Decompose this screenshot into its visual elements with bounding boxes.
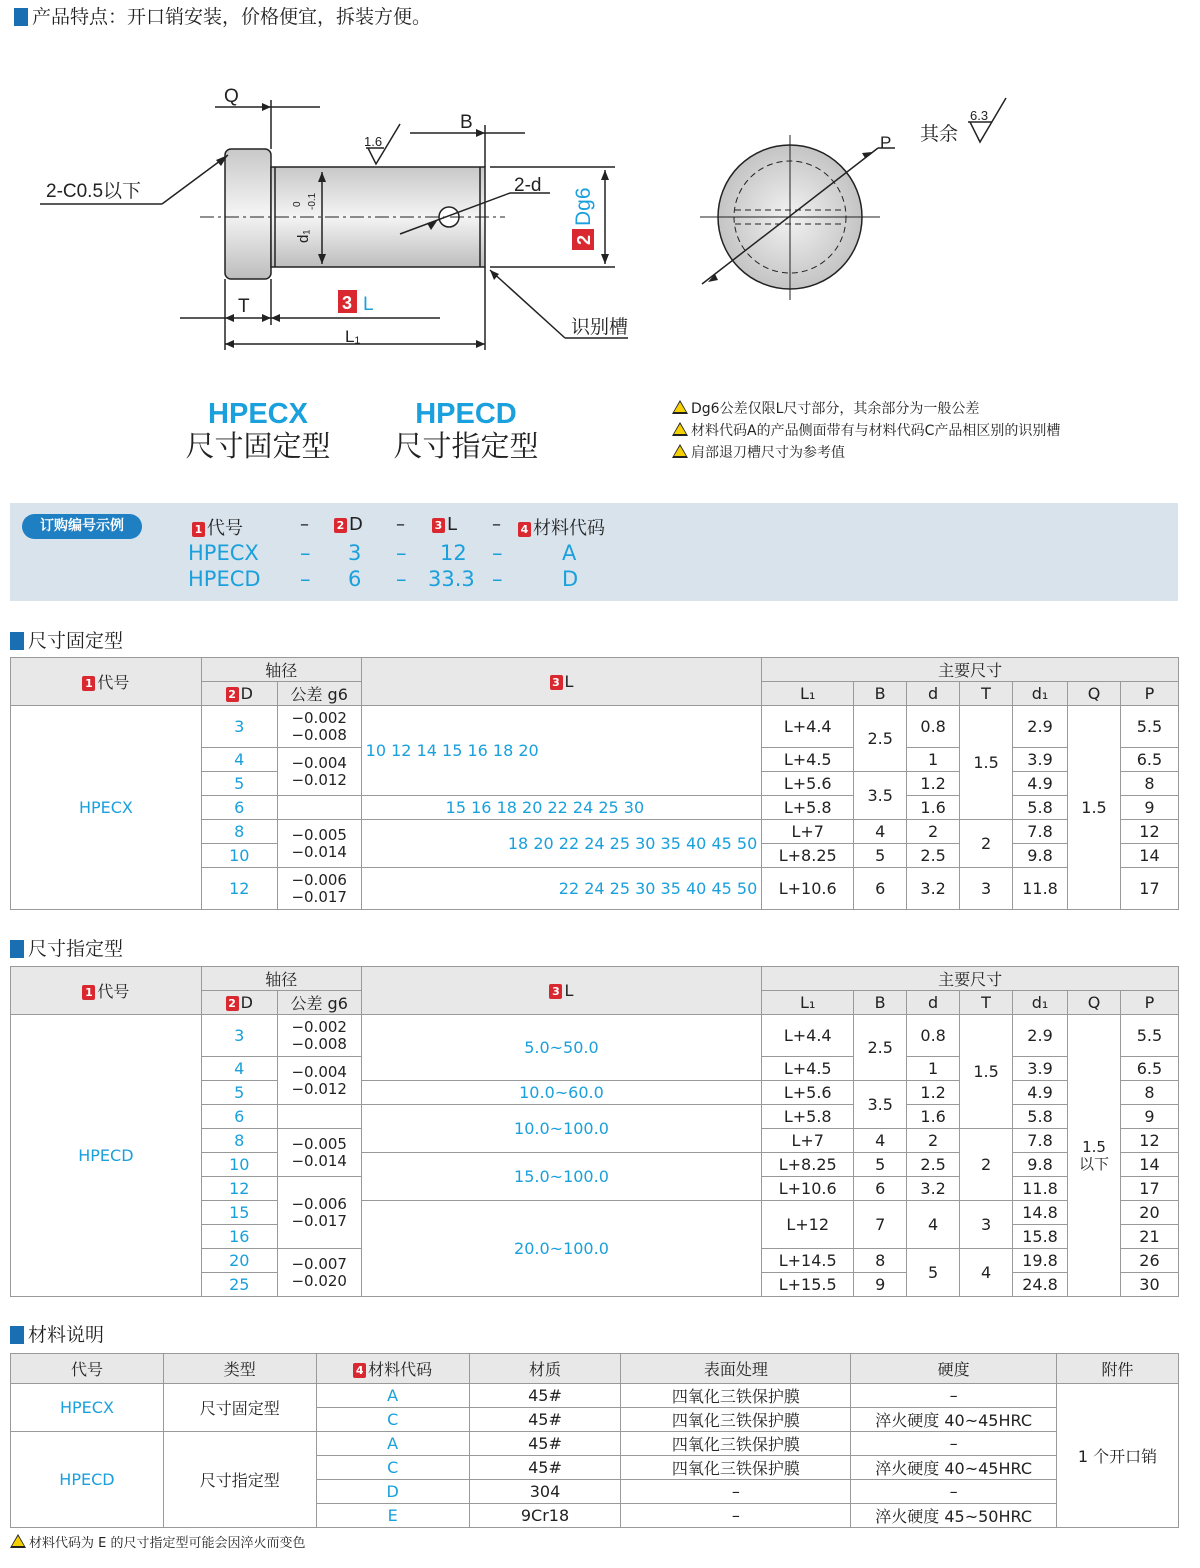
features-text: 产品特点：开口销安装，价格便宜，拆装方便。 [32, 6, 432, 28]
fixed-b-cell: 5 [854, 844, 907, 868]
note-3 [672, 442, 1060, 464]
spec-h-l1: L₁ [762, 991, 854, 1015]
spec-p-cell: 9 [1120, 1105, 1178, 1129]
fixed-tol-cell: −0.006 −0.017 [277, 868, 361, 910]
material-hardness-cell: 淬火硬度 45~50HRC [851, 1504, 1057, 1528]
order-header-code-text: 代号 [207, 518, 243, 539]
spec-b-cell: 4 [854, 1129, 907, 1153]
fixed-d-cell: 8 [201, 820, 277, 844]
material-type-cell: 尺寸指定型 [163, 1432, 316, 1528]
spec-b-cell: 3.5 [854, 1081, 907, 1129]
spec-dd-cell: 2 [907, 1129, 960, 1153]
warning-icon [672, 400, 688, 414]
order-dash: – [492, 541, 503, 565]
fixed-l-cell: 10 12 14 15 16 18 20 [361, 706, 762, 796]
fixed-dd-cell: 2 [907, 820, 960, 844]
spec-d-cell: 25 [201, 1273, 277, 1297]
material-accessory-cell: 1 个开口销 [1057, 1384, 1179, 1528]
order-dash: – [300, 567, 311, 591]
order-header-l-text: L [447, 514, 458, 535]
fixed-h-code [11, 658, 202, 706]
spec-l-cell: 5.0~50.0 [361, 1015, 762, 1081]
type-spec [386, 398, 546, 462]
order-row2-material: D [562, 567, 579, 591]
tolerance-neg: -0.1 [307, 192, 318, 210]
spec-d1-cell: 15.8 [1013, 1225, 1068, 1249]
square-bullet-icon [10, 940, 24, 958]
fixed-tol-cell: −0.005 −0.014 [277, 820, 361, 868]
spec-dd-cell: 1.6 [907, 1105, 960, 1129]
spec-tol-cell: −0.006 −0.017 [277, 1177, 361, 1249]
fixed-dd-cell: 1.6 [907, 796, 960, 820]
dim-dg6-label: Dg6 [572, 187, 595, 226]
fixed-table [10, 657, 1179, 910]
material-h-code: 代号 [11, 1354, 164, 1384]
material-surface-cell: – [621, 1480, 851, 1504]
note-3-text: 肩部退刀槽尺寸为参考值 [691, 445, 845, 461]
fixed-d1-cell: 9.8 [1013, 844, 1068, 868]
fixed-h-b: B [854, 682, 907, 706]
badge-3: 3 [549, 984, 562, 999]
spec-h-b: B [854, 991, 907, 1015]
order-header-material [518, 514, 605, 540]
material-section-title [10, 1320, 104, 1347]
fixed-h-t: T [960, 682, 1013, 706]
spec-d1-cell: 24.8 [1013, 1273, 1068, 1297]
fixed-tol-cell: −0.002 −0.008 [277, 706, 361, 748]
fixed-d-cell: 3 [201, 706, 277, 748]
spec-dd-cell: 1.2 [907, 1081, 960, 1105]
note-2 [672, 420, 1060, 442]
spec-l1-cell: L+5.6 [762, 1081, 854, 1105]
spec-l1-cell: L+15.5 [762, 1273, 854, 1297]
spec-h-dd: d [907, 991, 960, 1015]
fixed-l1-cell: L+10.6 [762, 868, 854, 910]
material-h-type: 类型 [163, 1354, 316, 1384]
spec-l1-cell: L+4.4 [762, 1015, 854, 1057]
roughness-6-3: 6.3 [970, 108, 989, 123]
tolerance-zero: 0 [292, 201, 303, 207]
material-material-cell: 45# [469, 1432, 621, 1456]
spec-h-d [201, 991, 277, 1015]
fixed-p-cell: 17 [1120, 868, 1178, 910]
order-header-material-text: 材料代码 [533, 518, 605, 539]
material-material-cell: 45# [469, 1384, 621, 1408]
spec-l1-cell: L+12 [762, 1201, 854, 1249]
spec-tol-cell: −0.002 −0.008 [277, 1015, 361, 1057]
spec-l1-cell: L+7 [762, 1129, 854, 1153]
fixed-h-d [201, 682, 277, 706]
fixed-h-tol: 公差 g6 [277, 682, 361, 706]
hole-label: 2-d [514, 175, 542, 196]
order-dash: – [492, 567, 503, 591]
spec-d-cell: 3 [201, 1015, 277, 1057]
order-header-d-text: D [349, 514, 363, 535]
spec-p-cell: 17 [1120, 1177, 1178, 1201]
spec-l-cell: 20.0~100.0 [361, 1201, 762, 1297]
dim-q-label: Q [224, 86, 239, 107]
material-mcode-cell: D [316, 1480, 469, 1504]
groove-label: 识别槽 [571, 317, 629, 338]
spec-l1-cell: L+4.5 [762, 1057, 854, 1081]
order-dash: – [300, 514, 309, 535]
order-row2-code: HPECD [188, 567, 261, 591]
fixed-l-cell: 15 16 18 20 22 24 25 30 [361, 796, 762, 820]
material-hardness-cell: – [851, 1480, 1057, 1504]
fixed-p-cell: 8 [1120, 772, 1178, 796]
material-surface-cell: 四氧化三铁保护膜 [621, 1384, 851, 1408]
material-h-material: 材质 [469, 1354, 621, 1384]
spec-section-title [10, 934, 123, 961]
note-1-text: Dg6公差仅限L尺寸部分，其余部分为一般公差 [691, 401, 980, 417]
fixed-l1-cell: L+5.8 [762, 796, 854, 820]
material-material-cell: 304 [469, 1480, 621, 1504]
pin-head [225, 149, 271, 279]
fixed-h-dd: d [907, 682, 960, 706]
spec-table [10, 966, 1179, 1297]
spec-h-d1: d₁ [1013, 991, 1068, 1015]
warning-icon [672, 422, 688, 436]
square-bullet-icon [10, 1326, 24, 1344]
material-footnote-text: 材料代码为 E 的尺寸指定型可能会因淬火而变色 [29, 1536, 306, 1551]
spec-h-code [11, 967, 202, 1015]
spec-t-cell: 1.5 [960, 1015, 1013, 1129]
material-material-cell: 9Cr18 [469, 1504, 621, 1528]
material-mcode-cell: E [316, 1504, 469, 1528]
material-surface-cell: 四氧化三铁保护膜 [621, 1408, 851, 1432]
fixed-p-cell: 5.5 [1120, 706, 1178, 748]
material-mcode-cell: A [316, 1384, 469, 1408]
spec-d-cell: 6 [201, 1105, 277, 1129]
square-bullet-icon [14, 8, 28, 26]
badge-4: 4 [353, 1363, 366, 1378]
fixed-h-l [361, 658, 762, 706]
fixed-d-cell: 4 [201, 748, 277, 772]
fixed-d1-cell: 7.8 [1013, 820, 1068, 844]
spec-l-cell: 15.0~100.0 [361, 1153, 762, 1201]
order-dash: – [396, 567, 407, 591]
spec-p-cell: 6.5 [1120, 1057, 1178, 1081]
order-row2-d: 6 [348, 567, 362, 591]
fixed-l1-cell: L+7 [762, 820, 854, 844]
fixed-section-title [10, 626, 123, 653]
spec-b-cell: 6 [854, 1177, 907, 1201]
fixed-d-cell: 10 [201, 844, 277, 868]
dim-l1-label: L₁ [345, 327, 361, 346]
fixed-code-cell: HPECX [11, 706, 202, 910]
type-spec-code: HPECD [415, 398, 517, 430]
fixed-l-cell: 22 24 25 30 35 40 45 50 [361, 868, 762, 910]
spec-d1-cell: 2.9 [1013, 1015, 1068, 1057]
fixed-t-cell: 2 [960, 820, 1013, 868]
fixed-h-d1: d₁ [1013, 682, 1068, 706]
material-type-cell: 尺寸固定型 [163, 1384, 316, 1432]
fixed-dd-cell: 0.8 [907, 706, 960, 748]
fixed-l1-cell: L+4.5 [762, 748, 854, 772]
material-h-mcode [316, 1354, 469, 1384]
fixed-l1-cell: L+8.25 [762, 844, 854, 868]
order-row2-l: 33.3 [428, 567, 475, 591]
spec-b-cell: 8 [854, 1249, 907, 1273]
spec-p-cell: 21 [1120, 1225, 1178, 1249]
material-h-mcode-text: 材料代码 [368, 1360, 433, 1379]
spec-d-cell: 15 [201, 1201, 277, 1225]
spec-d1-cell: 3.9 [1013, 1057, 1068, 1081]
badge-2-drawing: 2 [574, 234, 594, 245]
spec-p-cell: 26 [1120, 1249, 1178, 1273]
material-mcode-cell: A [316, 1432, 469, 1456]
material-surface-cell: 四氧化三铁保护膜 [621, 1456, 851, 1480]
technical-drawing [0, 60, 1200, 380]
material-code-cell: HPECX [11, 1384, 164, 1432]
spec-h-main: 主要尺寸 [762, 967, 1179, 991]
badge-4: 4 [518, 522, 531, 537]
spec-dd-cell: 4 [907, 1201, 960, 1249]
spec-b-cell: 9 [854, 1273, 907, 1297]
warning-icon [10, 1534, 26, 1548]
spec-l-cell: 10.0~100.0 [361, 1105, 762, 1153]
badge-3: 3 [550, 675, 563, 690]
fixed-d1-cell: 11.8 [1013, 868, 1068, 910]
spec-p-cell: 5.5 [1120, 1015, 1178, 1057]
dim-b-label: B [460, 112, 473, 133]
fixed-h-l-text: L [564, 672, 574, 691]
badge-3-drawing: 3 [342, 293, 353, 313]
material-h-surface: 表面处理 [621, 1354, 851, 1384]
spec-d-cell: 12 [201, 1177, 277, 1201]
order-header-code [192, 514, 243, 540]
fixed-b-cell: 6 [854, 868, 907, 910]
fixed-d1-cell: 2.9 [1013, 706, 1068, 748]
spec-h-shaft: 轴径 [201, 967, 361, 991]
material-footnote [10, 1533, 305, 1555]
order-dash: – [492, 514, 501, 535]
spec-d1-cell: 4.9 [1013, 1081, 1068, 1105]
spec-d-cell: 8 [201, 1129, 277, 1153]
material-h-accessory: 附件 [1057, 1354, 1179, 1384]
spec-l1-cell: L+8.25 [762, 1153, 854, 1177]
spec-t-cell: 4 [960, 1249, 1013, 1297]
square-bullet-icon [10, 632, 24, 650]
fixed-l-cell: 18 20 22 24 25 30 35 40 45 50 [361, 820, 762, 868]
badge-1: 1 [82, 676, 95, 691]
spec-dd-cell: 0.8 [907, 1015, 960, 1057]
spec-b-cell: 7 [854, 1201, 907, 1249]
material-hardness-cell: – [851, 1432, 1057, 1456]
spec-b-cell: 5 [854, 1153, 907, 1177]
spec-d-cell: 16 [201, 1225, 277, 1249]
fixed-dd-cell: 1.2 [907, 772, 960, 796]
badge-1: 1 [192, 522, 205, 537]
fixed-q-cell: 1.5 [1068, 706, 1121, 910]
order-dash: – [300, 541, 311, 565]
dim-p-label: P [880, 133, 892, 152]
spec-h-tol: 公差 g6 [277, 991, 361, 1015]
fixed-tol-cell: −0.004 −0.012 [277, 748, 361, 796]
material-material-cell: 45# [469, 1408, 621, 1432]
material-surface-cell: – [621, 1504, 851, 1528]
fixed-h-p: P [1120, 682, 1178, 706]
fixed-d1-cell: 5.8 [1013, 796, 1068, 820]
spec-p-cell: 12 [1120, 1129, 1178, 1153]
spec-d-cell: 10 [201, 1153, 277, 1177]
material-section-title-text: 材料说明 [28, 1324, 105, 1346]
fixed-p-cell: 12 [1120, 820, 1178, 844]
fixed-d1-cell: 3.9 [1013, 748, 1068, 772]
type-fixed-code: HPECX [208, 398, 308, 430]
order-example-badge: 订购编号示例 [22, 514, 142, 539]
fixed-h-code-text: 代号 [97, 673, 130, 692]
spec-p-cell: 8 [1120, 1081, 1178, 1105]
spec-d-cell: 4 [201, 1057, 277, 1081]
badge-3: 3 [432, 518, 445, 533]
fixed-dd-cell: 2.5 [907, 844, 960, 868]
fixed-h-l1: L₁ [762, 682, 854, 706]
badge-2: 2 [226, 687, 239, 702]
spec-dd-cell: 3.2 [907, 1177, 960, 1201]
spec-code-cell: HPECD [11, 1015, 202, 1297]
fixed-d1-cell: 4.9 [1013, 772, 1068, 796]
material-hardness-cell: 淬火硬度 40~45HRC [851, 1456, 1057, 1480]
roughness-1-6: 1.6 [364, 134, 383, 149]
spec-dd-cell: 5 [907, 1249, 960, 1297]
note-1 [672, 398, 1060, 420]
order-row1-d: 3 [348, 541, 362, 565]
spec-h-l [361, 967, 762, 1015]
spec-h-t: T [960, 991, 1013, 1015]
spec-p-cell: 14 [1120, 1153, 1178, 1177]
note-2-text: 材料代码A的产品侧面带有与材料代码C产品相区别的识别槽 [691, 423, 1061, 439]
spec-t-cell: 2 [960, 1129, 1013, 1201]
spec-dd-cell: 2.5 [907, 1153, 960, 1177]
fixed-b-cell: 4 [854, 820, 907, 844]
fixed-section-title-text: 尺寸固定型 [28, 630, 124, 652]
spec-tol-cell: −0.005 −0.014 [277, 1129, 361, 1177]
badge-1: 1 [82, 985, 95, 1000]
dim-l-label: L [363, 294, 374, 315]
spec-d1-cell: 5.8 [1013, 1105, 1068, 1129]
spec-q-cell: 1.5 以下 [1068, 1015, 1121, 1297]
type-fixed [178, 398, 338, 462]
spec-dd-cell: 1 [907, 1057, 960, 1081]
fixed-d-cell: 6 [201, 796, 277, 820]
spec-t-cell: 3 [960, 1201, 1013, 1249]
spec-section-title-text: 尺寸指定型 [28, 938, 124, 960]
fixed-h-q: Q [1068, 682, 1121, 706]
spec-l1-cell: L+14.5 [762, 1249, 854, 1273]
material-hardness-cell: – [851, 1384, 1057, 1408]
spec-h-q: Q [1068, 991, 1121, 1015]
fixed-l1-cell: L+5.6 [762, 772, 854, 796]
order-row1-code: HPECX [188, 541, 259, 565]
order-dash: – [396, 541, 407, 565]
material-material-cell: 45# [469, 1456, 621, 1480]
fixed-p-cell: 6.5 [1120, 748, 1178, 772]
fixed-b-cell: 2.5 [854, 706, 907, 772]
fixed-h-shaft: 轴径 [201, 658, 361, 682]
fixed-d-cell: 12 [201, 868, 277, 910]
spec-tol-cell: −0.004 −0.012 [277, 1057, 361, 1105]
order-header-d [334, 514, 363, 535]
features-line [14, 2, 431, 29]
fixed-t-cell: 1.5 [960, 706, 1013, 820]
fixed-dd-cell: 3.2 [907, 868, 960, 910]
badge-2: 2 [334, 518, 347, 533]
material-mcode-cell: C [316, 1408, 469, 1432]
spec-h-code-text: 代号 [97, 982, 130, 1001]
type-fixed-name: 尺寸固定型 [185, 429, 331, 463]
spec-p-cell: 30 [1120, 1273, 1178, 1297]
order-header-l [432, 514, 457, 535]
spec-l1-cell: L+10.6 [762, 1177, 854, 1201]
order-row1-l: 12 [440, 541, 467, 565]
spec-d1-cell: 7.8 [1013, 1129, 1068, 1153]
fixed-d-cell: 5 [201, 772, 277, 796]
badge-2: 2 [226, 996, 239, 1011]
fixed-t-cell: 3 [960, 868, 1013, 910]
dim-d1-label: d₁ [295, 229, 312, 243]
fixed-h-d-text: D [240, 684, 253, 703]
spec-b-cell: 2.5 [854, 1015, 907, 1081]
spec-h-p: P [1120, 991, 1178, 1015]
spec-d1-cell: 9.8 [1013, 1153, 1068, 1177]
material-hardness-cell: 淬火硬度 40~45HRC [851, 1408, 1057, 1432]
fixed-p-cell: 9 [1120, 796, 1178, 820]
spec-p-cell: 20 [1120, 1201, 1178, 1225]
fixed-b-cell: 3.5 [854, 772, 907, 820]
fixed-l1-cell: L+4.4 [762, 706, 854, 748]
spec-l-cell: 10.0~60.0 [361, 1081, 762, 1105]
spec-d-cell: 20 [201, 1249, 277, 1273]
spec-h-l-text: L [564, 981, 574, 1000]
spec-l1-cell: L+5.8 [762, 1105, 854, 1129]
warning-icon [672, 444, 688, 458]
fixed-h-main: 主要尺寸 [762, 658, 1179, 682]
type-spec-name: 尺寸指定型 [393, 429, 539, 463]
material-surface-cell: 四氧化三铁保护膜 [621, 1432, 851, 1456]
fixed-dd-cell: 1 [907, 748, 960, 772]
notes [672, 398, 1060, 464]
chamfer-label: 2-C0.5以下 [46, 181, 142, 202]
spec-h-d-text: D [240, 993, 253, 1012]
spec-tol-cell: −0.007 −0.020 [277, 1249, 361, 1297]
material-mcode-cell: C [316, 1456, 469, 1480]
spec-d1-cell: 11.8 [1013, 1177, 1068, 1201]
spec-d1-cell: 19.8 [1013, 1249, 1068, 1273]
spec-d1-cell: 14.8 [1013, 1201, 1068, 1225]
order-row1-material: A [562, 541, 577, 565]
dim-t-label: T [238, 296, 250, 317]
material-h-hardness: 硬度 [851, 1354, 1057, 1384]
material-table [10, 1353, 1179, 1528]
material-code-cell: HPECD [11, 1432, 164, 1528]
rest-label: 其余 [920, 124, 959, 145]
spec-d-cell: 5 [201, 1081, 277, 1105]
order-dash: – [396, 514, 405, 535]
fixed-p-cell: 14 [1120, 844, 1178, 868]
